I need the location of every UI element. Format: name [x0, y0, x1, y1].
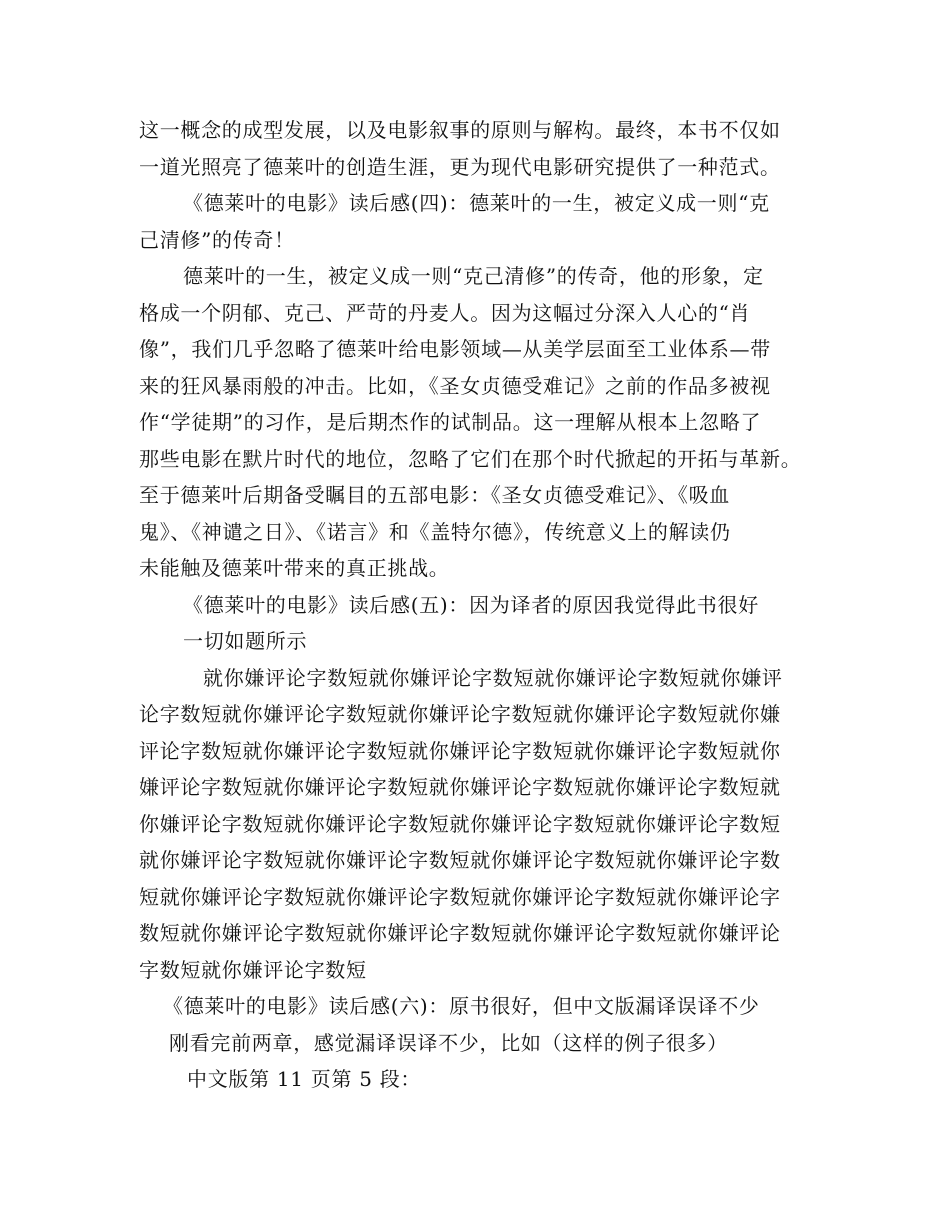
text-line: 来的狂风暴雨般的冲击。比如，《圣女贞德受难记》之前的作品多被视	[139, 373, 771, 398]
text-line: 短就你嫌评论字数短就你嫌评论字数短就你嫌评论字数短就你嫌评论字	[139, 884, 781, 909]
paragraph-start: 德莱叶的一生，被定义成一则“克己清修”的传奇，他的形象，定	[183, 264, 764, 288]
text-line: 作“学徒期”的习作，是后期杰作的试制品。这一理解从根本上忽略了	[139, 410, 762, 434]
paragraph-start: 刚看完前两章，感觉漏译误译不少，比如（这样的例子很多）	[169, 1030, 728, 1055]
paragraph-start: 一切如题所示	[183, 629, 308, 653]
document-body	[139, 112, 819, 1098]
text-line: 嫌评论字数短就你嫌评论字数短就你嫌评论字数短就你嫌评论字数短就	[139, 775, 781, 799]
section-heading: 《德莱叶的电影》读后感(六)：原书很好，但中文版漏译误译不少	[163, 994, 760, 1018]
text-line: 鬼》、《神谴之日》、《诺言》和《盖特尔德》，传统意义上的解读仍	[139, 519, 731, 544]
text-line: 数短就你嫌评论字数短就你嫌评论字数短就你嫌评论字数短就你嫌评论	[139, 921, 781, 945]
text-line: 一道光照亮了德莱叶的创造生涯，更为现代电影研究提供了一种范式。	[139, 154, 781, 179]
text-line: 论字数短就你嫌评论字数短就你嫌评论字数短就你嫌评论字数短就你嫌	[139, 702, 781, 726]
text-line: 就你嫌评论字数短就你嫌评论字数短就你嫌评论字数短就你嫌评论字数	[139, 848, 781, 872]
section-heading: 《德莱叶的电影》读后感(五)：因为译者的原因我觉得此书很好	[183, 592, 759, 617]
text-line: 评论字数短就你嫌评论字数短就你嫌评论字数短就你嫌评论字数短就你	[139, 738, 781, 763]
paragraph-start: 就你嫌评论字数短就你嫌评论字数短就你嫌评论字数短就你嫌评	[203, 665, 783, 690]
text-line: 你嫌评论字数短就你嫌评论字数短就你嫌评论字数短就你嫌评论字数短	[139, 811, 781, 836]
text-line: 未能触及德莱叶带来的真正挑战。	[139, 556, 450, 580]
section-heading: 《德莱叶的电影》读后感(四)：德莱叶的一生，被定义成一则“克	[183, 191, 770, 215]
paragraph-start: 中文版第 11 页第 5 段：	[187, 1067, 422, 1091]
text-line: 像”，我们几乎忽略了德莱叶给电影领域—从美学层面至工业体系—带	[139, 337, 771, 361]
text-line: 这一概念的成型发展，以及电影叙事的原则与解构。最终，本书不仅如	[139, 118, 781, 142]
text-line: 那些电影在默片时代的地位，忽略了它们在那个时代掀起的开拓与革新。	[139, 446, 802, 471]
section-heading-continued: 己清修”的传奇！	[139, 227, 295, 252]
text-line: 格成一个阴郁、克己、严苛的丹麦人。因为这幅过分深入人心的“肖	[139, 300, 751, 325]
text-line: 字数短就你嫌评论字数短	[139, 957, 367, 982]
text-line: 至于德莱叶后期备受瞩目的五部电影：《圣女贞德受难记》、《吸血	[139, 483, 730, 507]
